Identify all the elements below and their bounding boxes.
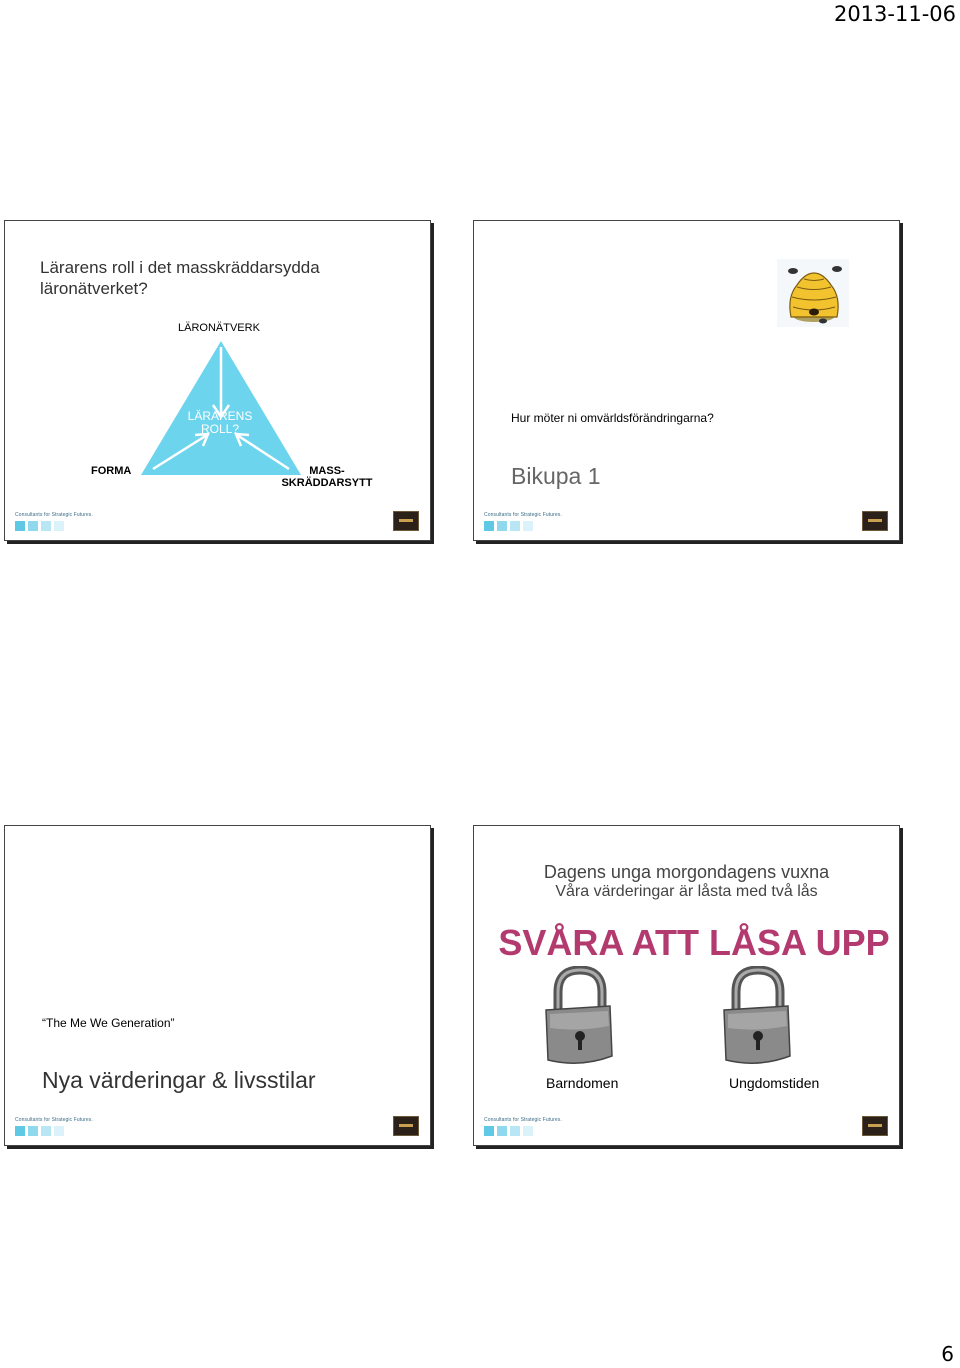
triangle-right-label: MASS-SKRÄDDARSYTT bbox=[281, 465, 373, 489]
footer-squares bbox=[15, 1126, 64, 1136]
slide-headline: SVÅRA ATT LÅSA UPP bbox=[498, 922, 890, 963]
footer-tagline: Consultants for Strategic Futures. bbox=[15, 1117, 93, 1123]
footer-tagline: Consultants for Strategic Futures. bbox=[15, 512, 93, 518]
triangle-top-label: LÄRONÄTVERK bbox=[178, 322, 260, 334]
company-logo bbox=[393, 1116, 419, 1136]
slide-line-2: Våra värderingar är låsta med två lås bbox=[555, 883, 818, 900]
triangle-center-label: LÄRARENS ROLL? bbox=[187, 409, 253, 436]
company-logo bbox=[862, 511, 888, 531]
company-logo bbox=[393, 511, 419, 531]
slide-question: Hur möter ni omvärldsförändringarna? bbox=[511, 411, 714, 425]
slide-4 bbox=[473, 825, 900, 1146]
slide-3 bbox=[4, 825, 431, 1146]
lock-caption-1: Barndomen bbox=[546, 1075, 619, 1091]
company-logo bbox=[862, 1116, 888, 1136]
footer-squares bbox=[15, 521, 64, 531]
slide-title: Lärarens roll i det masskräddarsydda läronätverket? bbox=[40, 258, 320, 298]
triangle-left-label: FORMA bbox=[91, 465, 132, 477]
slide-title: Nya värderingar & livsstilar bbox=[42, 1067, 316, 1093]
footer-tagline: Consultants for Strategic Futures. bbox=[484, 512, 562, 518]
footer-squares bbox=[484, 521, 533, 531]
slide-subtitle: Bikupa 1 bbox=[511, 463, 601, 489]
slide-2 bbox=[473, 220, 900, 541]
footer-squares bbox=[484, 1126, 533, 1136]
page-number: 6 bbox=[941, 1342, 954, 1366]
slide-quote: “The Me We Generation” bbox=[42, 1016, 175, 1030]
slide-1 bbox=[4, 220, 431, 541]
beehive-icon bbox=[777, 259, 849, 327]
lock-caption-2: Ungdomstiden bbox=[729, 1075, 820, 1091]
padlock-icon bbox=[718, 966, 794, 1066]
padlock-icon bbox=[540, 966, 616, 1066]
slide-line-1: Dagens unga morgondagens vuxna bbox=[543, 862, 830, 882]
page-date: 2013-11-06 bbox=[833, 2, 956, 26]
footer-tagline: Consultants for Strategic Futures. bbox=[484, 1117, 562, 1123]
